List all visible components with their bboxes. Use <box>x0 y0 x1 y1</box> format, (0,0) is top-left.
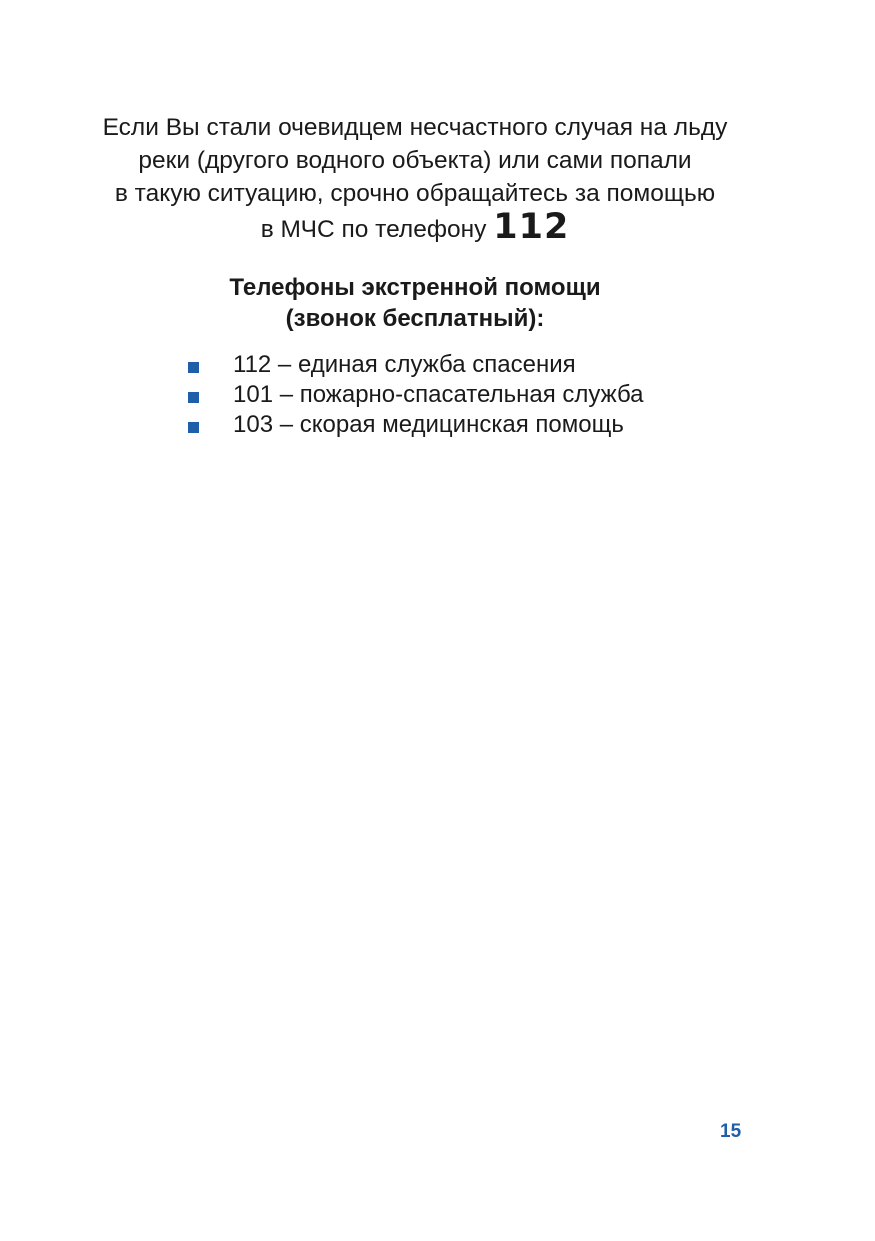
page-number: 15 <box>720 1121 742 1142</box>
intro-line-text: в МЧС по телефону <box>260 216 487 243</box>
intro-line-last <box>0 207 830 247</box>
hotlines-heading-line: Телефоны экстренной помощи <box>229 274 601 301</box>
hotlines-heading-line: (звонок бесплатный): <box>285 305 545 332</box>
intro-paragraph <box>0 111 830 246</box>
hotline-text: 112 – единая служба спасения <box>233 351 576 378</box>
hotline-text: 103 – скорая медицинская помощь <box>233 411 624 438</box>
square-bullet-icon <box>188 362 199 373</box>
hotline-item <box>188 410 644 440</box>
square-bullet-icon <box>188 392 199 403</box>
hotline-item <box>188 350 644 380</box>
hotlines-heading <box>0 272 830 334</box>
hotline-item <box>188 380 644 410</box>
intro-line: в такую ситуацию, срочно обращайтесь за помощью <box>114 180 716 207</box>
hotline-text: 101 – пожарно-спасательная служба <box>233 381 644 408</box>
intro-line: реки (другого водного объекта) или сами попали <box>138 147 692 174</box>
square-bullet-icon <box>188 422 199 433</box>
hotline-list <box>188 350 644 440</box>
emergency-phone-number: 112 <box>493 207 570 247</box>
intro-line: Если Вы стали очевидцем несчастного случая на льду <box>102 114 728 141</box>
